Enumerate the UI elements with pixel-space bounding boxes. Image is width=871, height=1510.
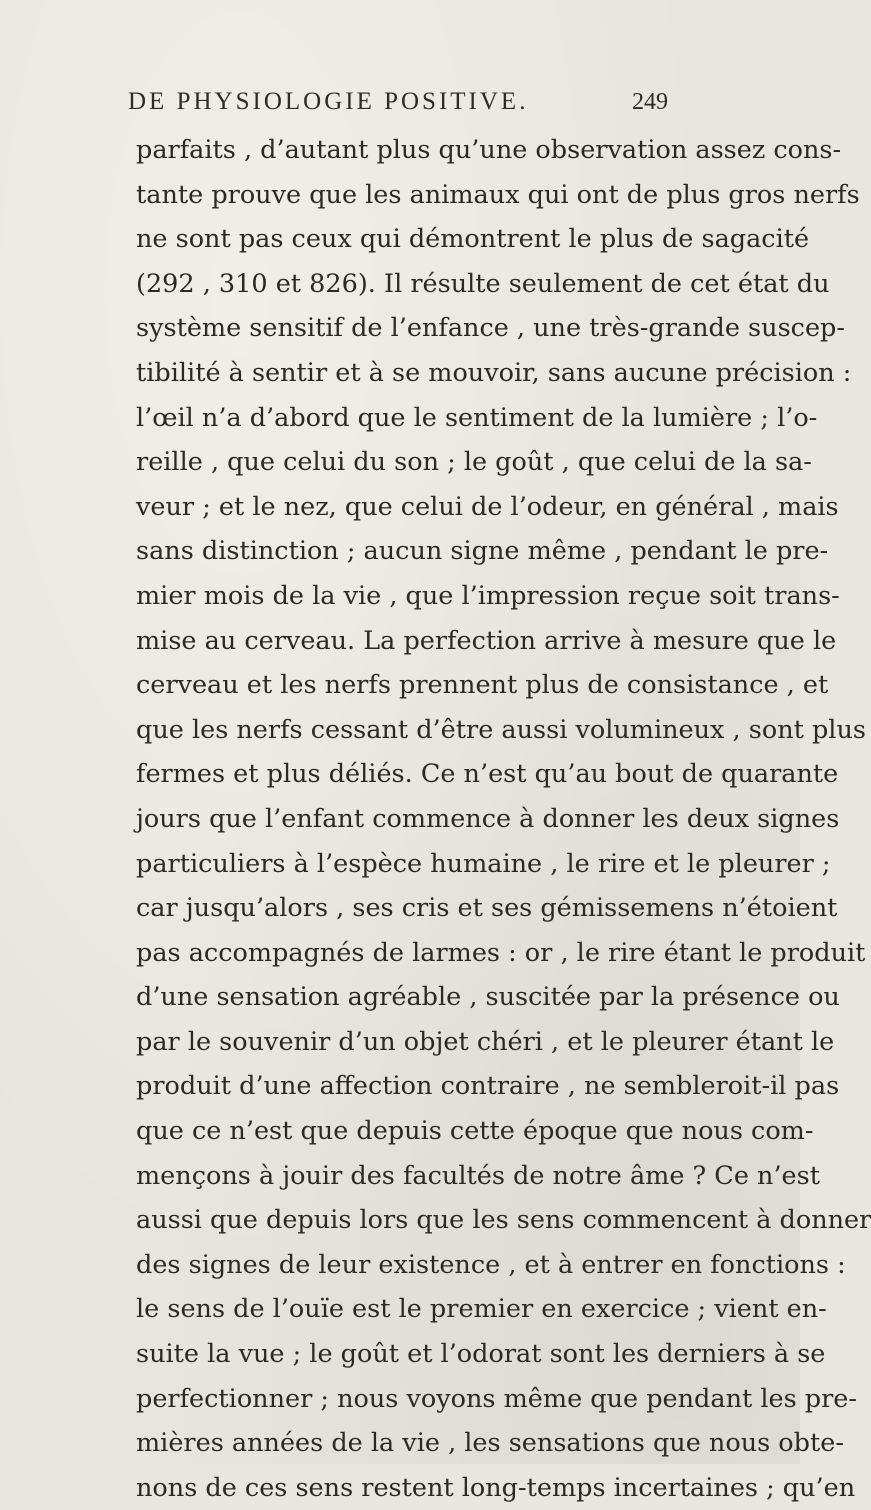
text-line: mençons à jouir des facultés de notre âme ? Ce n’est: [136, 1160, 820, 1191]
text-line: parfaits , d’autant plus qu’une observation assez cons-: [136, 135, 842, 165]
text-line: particuliers à l’espèce humaine , le rire et le pleurer ;: [136, 848, 831, 879]
page-number: 249: [632, 89, 668, 115]
text-line: par le souvenir d’un objet chéri , et le pleurer étant le: [136, 1026, 835, 1057]
text-line: produit d’une affection contraire , ne sembleroit-il pas: [136, 1071, 840, 1102]
text-line: jours que l’enfant commence à donner les deux signes: [136, 803, 840, 834]
running-title: DE PHYSIOLOGIE POSITIVE.: [128, 88, 529, 115]
text-line: (292 , 310 et 826). Il résulte seulement de cet état du: [136, 268, 830, 299]
page-header: [128, 88, 668, 116]
text-line: fermes et plus déliés. Ce n’est qu’au bout de quarante: [136, 759, 839, 790]
text-line: suite la vue ; le goût et l’odorat sont les derniers à se: [136, 1339, 826, 1370]
text-line: cerveau et les nerfs prennent plus de consistance , et: [136, 670, 829, 701]
text-line: nons de ces sens restent long-temps incertaines ; qu’en: [136, 1472, 856, 1503]
text-line: des signes de leur existence , et à entrer en fonctions :: [136, 1249, 846, 1280]
text-line: mise au cerveau. La perfection arrive à mesure que le: [136, 625, 837, 656]
text-line: système sensitif de l’enfance , une très-grande suscep-: [136, 313, 845, 344]
text-line: car jusqu’alors , ses cris et ses gémissemens n’étoient: [136, 893, 838, 924]
text-line: que les nerfs cessant d’être aussi volumineux , sont plus: [136, 714, 866, 745]
text-line: pas accompagnés de larmes : or , le rire étant le produit: [136, 937, 866, 968]
text-line: ne sont pas ceux qui démontrent le plus de sagacité: [136, 224, 810, 255]
text-line: mier mois de la vie , que l’impression reçue soit trans-: [136, 580, 840, 611]
text-line: l’œil n’a d’abord que le sentiment de la lumière ; l’o-: [136, 402, 818, 433]
text-line: mières années de la vie , les sensations que nous obte-: [136, 1428, 844, 1459]
text-line: d’une sensation agréable , suscitée par la présence ou: [136, 982, 840, 1013]
text-line: reille , que celui du son ; le goût , que celui de la sa-: [136, 447, 812, 478]
text-line: tante prouve que les animaux qui ont de plus gros nerfs: [136, 179, 860, 210]
body-text: [136, 128, 871, 1510]
text-line: tibilité à sentir et à se mouvoir, sans aucune précision :: [136, 357, 852, 388]
text-line: que ce n’est que depuis cette époque que nous com-: [136, 1116, 814, 1147]
text-line: perfectionner ; nous voyons même que pendant les pre-: [136, 1383, 858, 1414]
text-line: veur ; et le nez, que celui de l’odeur, en général , mais: [136, 491, 839, 522]
text-line: sans distinction ; aucun signe même , pendant le pre-: [136, 536, 829, 567]
text-line: aussi que depuis lors que les sens commencent à donner: [136, 1205, 871, 1236]
text-line: le sens de l’ouïe est le premier en exercice ; vient en-: [136, 1294, 827, 1325]
